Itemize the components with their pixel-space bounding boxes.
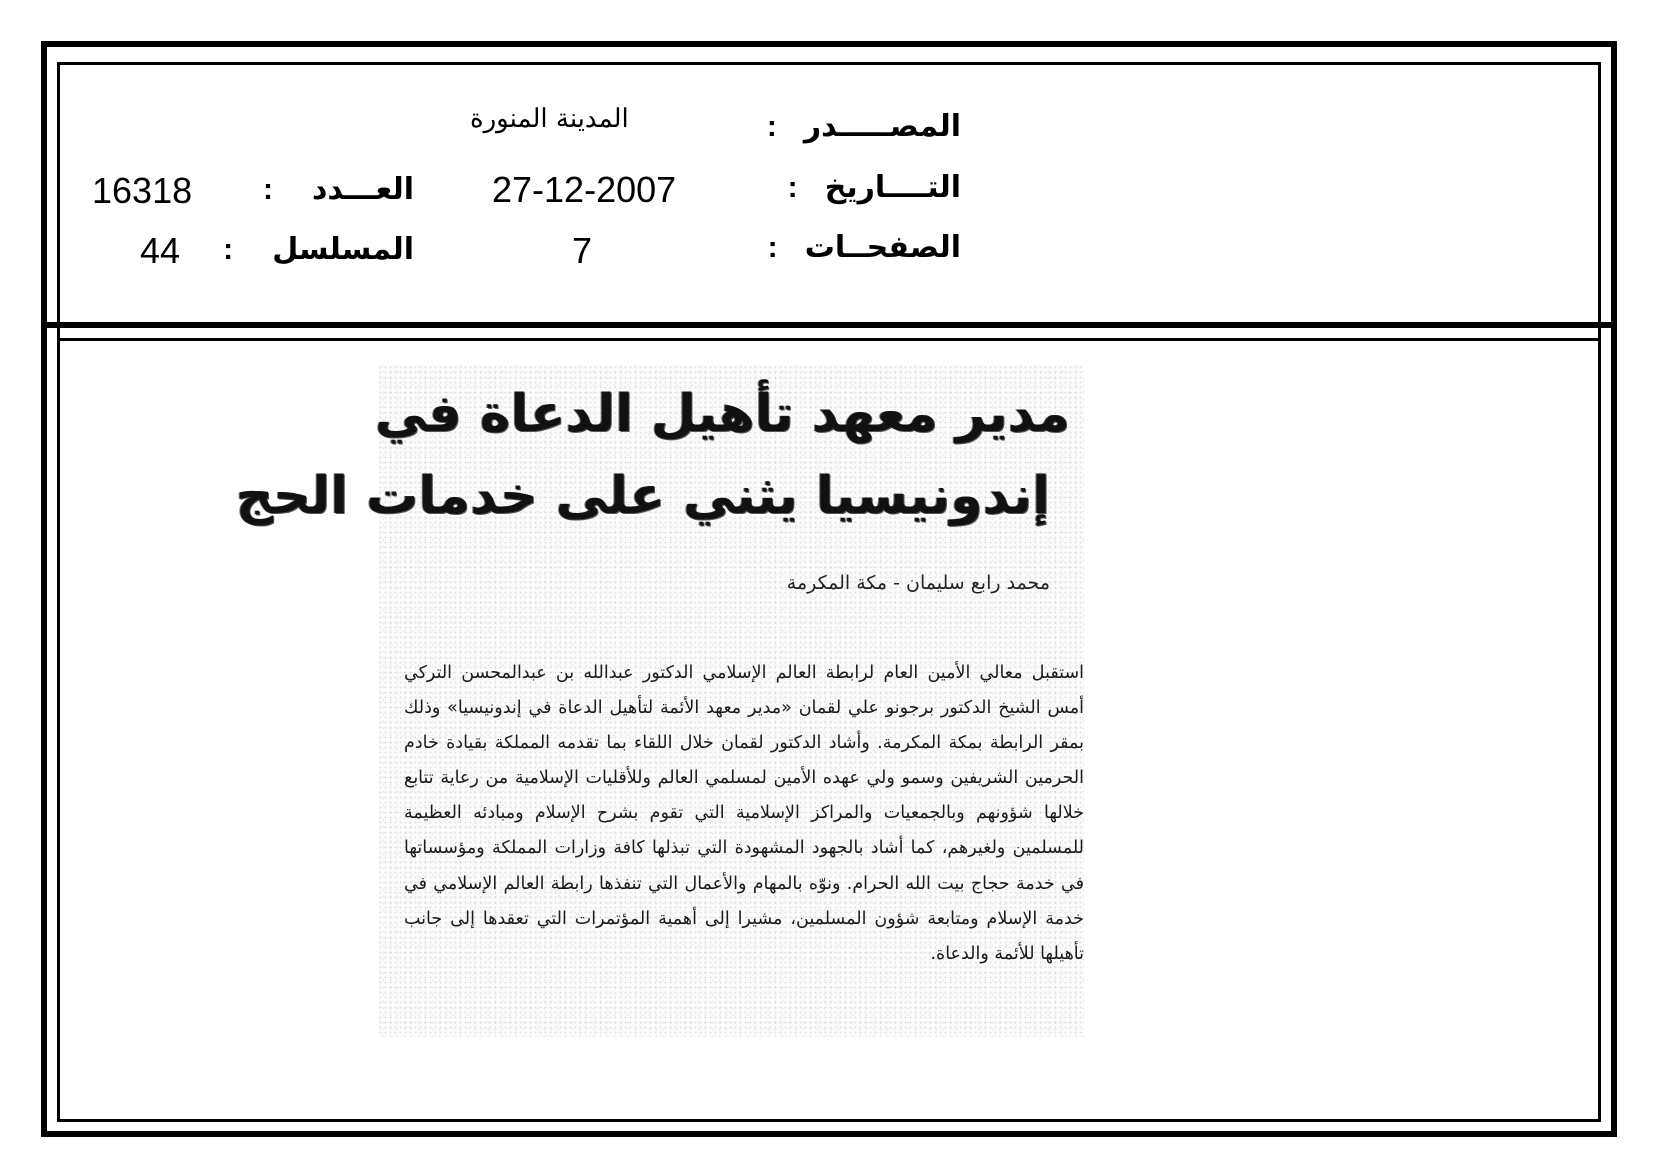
pages-label: الصفحــات bbox=[804, 230, 961, 265]
serial-label: المسلسل bbox=[272, 232, 414, 267]
issue-label-row bbox=[262, 172, 414, 207]
source-label: المصـــــدر bbox=[803, 109, 961, 144]
date-label: التــــاريخ bbox=[824, 170, 961, 205]
source-colon: : bbox=[766, 110, 777, 143]
pages-colon: : bbox=[767, 231, 778, 264]
serial-colon: : bbox=[223, 233, 234, 266]
header-divider-thick bbox=[41, 322, 1617, 328]
date-value: 27-12-2007 bbox=[492, 169, 677, 210]
pages-value: 7 bbox=[572, 230, 593, 271]
header-divider-thin bbox=[57, 338, 1601, 341]
serial-label-row bbox=[223, 232, 414, 267]
source-value: المدينة المنورة bbox=[470, 104, 629, 134]
date-colon: : bbox=[787, 171, 798, 204]
headline-line-1: مدير معهد تأهيل الدعاة في bbox=[375, 384, 1070, 444]
issue-colon: : bbox=[262, 173, 273, 206]
issue-label: العـــدد bbox=[312, 172, 414, 207]
article-body: استقبل معالي الأمين العام لرابطة العالم الإسلامي الدكتور عبدالله بن عبدالمحسن التركي أمس الشيخ الدكتور برجونو علي لقمان «مدير معهد الأئمة لتأهيل الدعاة في إندونيسيا» وذلك بمقر الرابطة بمكة المكرمة. وأشاد الدكتور لقمان خلال اللقاء بما تقدمه المملكة بقيادة خادم الحرمين الشريفين وسمو ولي عهده الأمين لمسلمي العالم وللأقليات الإسلامية من رعاية تتابع خلالها شؤونهم وبالجمعيات والمراكز الإسلامية التي تقوم بشرح الإسلام ومبادئه العظيمة للمسلمين ولغيرهم، كما أشاد بالجهود المشهودة التي تبذلها كافة وزارات المملكة ومؤسساتها في خدمة حجاج بيت الله الحرام. ونوّه بالمهام والأعمال التي تنفذها رابطة العالم الإسلامي في خدمة الإسلام ومتابعة شؤون المسلمين، مشيرا إلى أهمية المؤتمرات التي تعقدها إلى جانب تأهيلها للأئمة والدعاة. bbox=[404, 663, 1084, 964]
date-label-row bbox=[787, 170, 961, 205]
serial-value: 44 bbox=[140, 230, 181, 271]
pages-label-row bbox=[767, 230, 961, 265]
headline-line-2: إندونيسيا يثني على خدمات الحج bbox=[235, 466, 1050, 526]
byline: محمد رابع سليمان - مكة المكرمة bbox=[786, 572, 1050, 594]
issue-value: 16318 bbox=[92, 170, 193, 211]
source-label-row bbox=[766, 109, 961, 144]
